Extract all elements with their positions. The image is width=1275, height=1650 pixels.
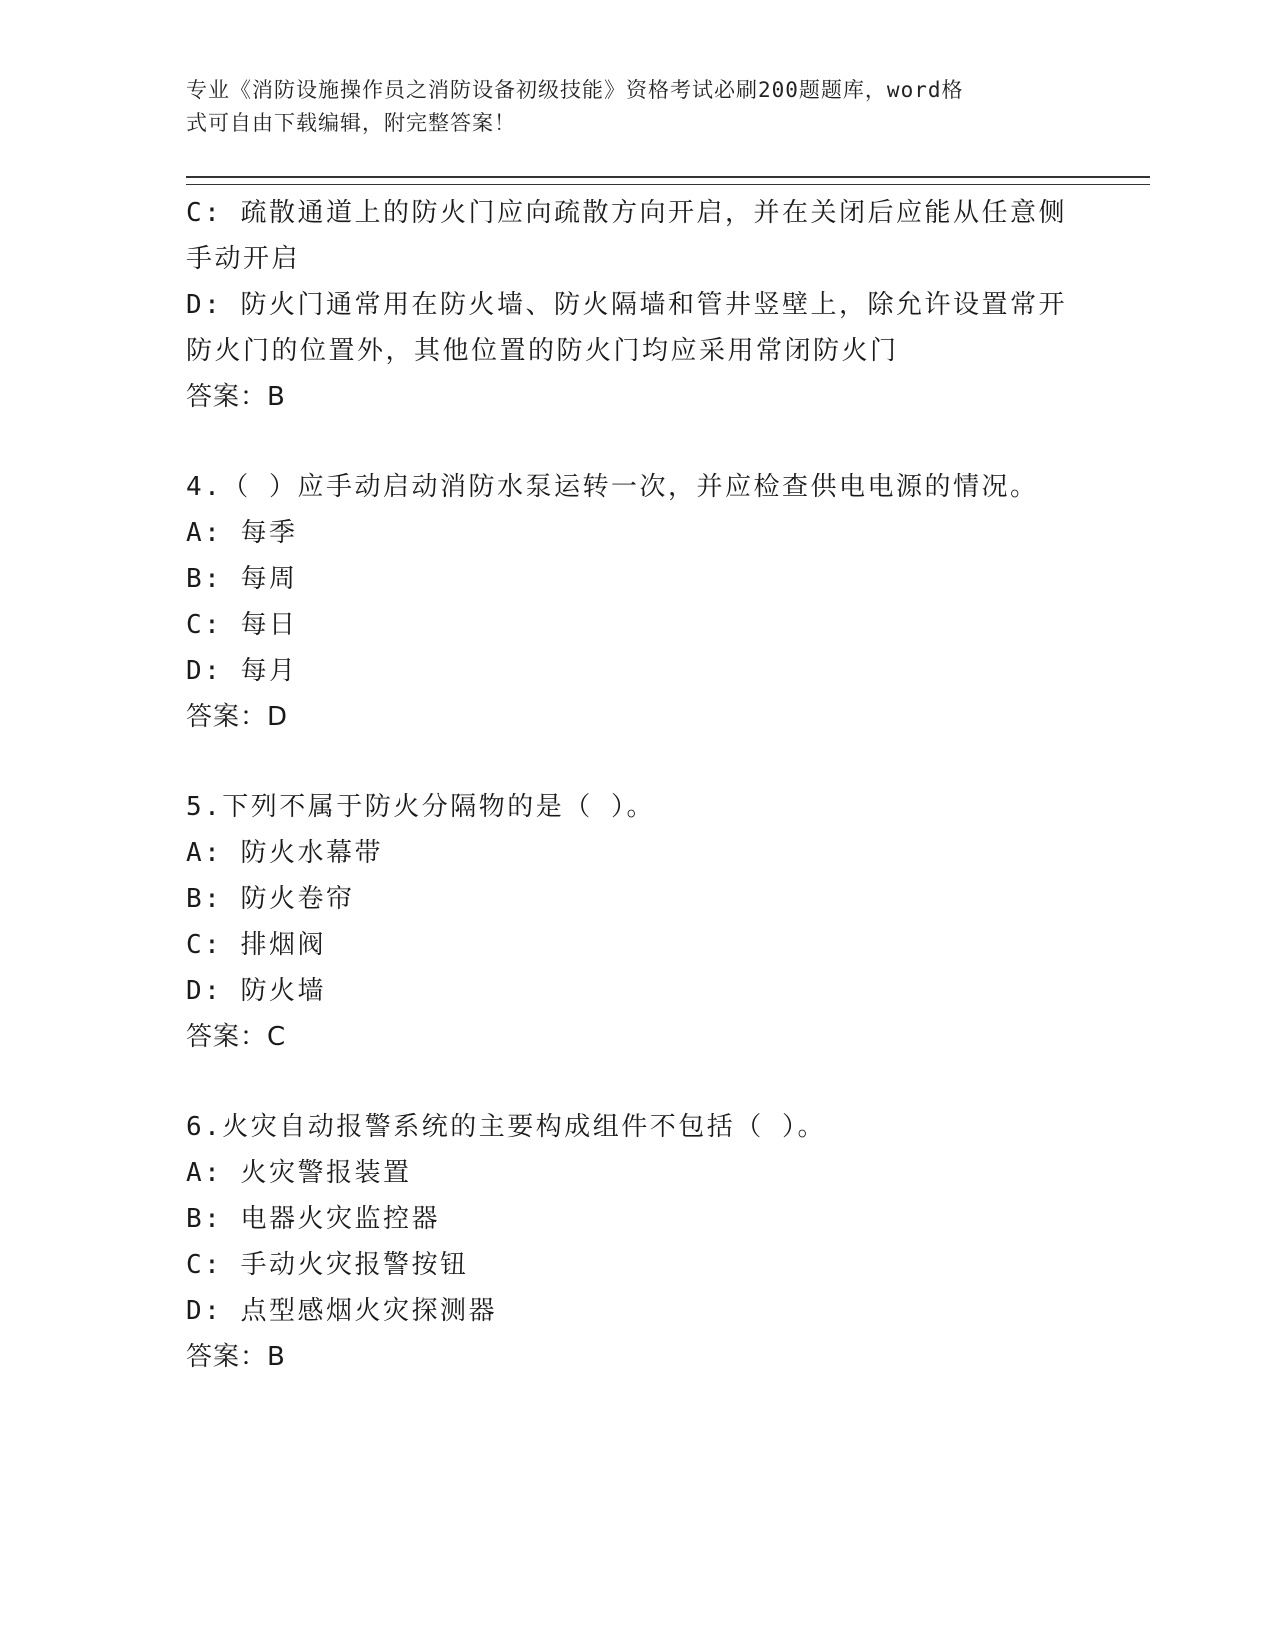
option-b: B: 电器火灾监控器 — [186, 1204, 440, 1234]
option-a: A: 火灾警报装置 — [186, 1158, 412, 1188]
header-title-line-2: 式可自由下载编辑，附完整答案！ — [186, 111, 516, 135]
answer-line: 答案：B — [186, 382, 286, 412]
answer-line: 答案：D — [186, 702, 289, 732]
question-stem: 4.（ ）应手动启动消防水泵运转一次，并应检查供电电源的情况。 — [186, 472, 1039, 502]
spacer — [186, 1060, 1086, 1104]
question-stem: 5.下列不属于防火分隔物的是（ ）。 — [186, 792, 655, 822]
option-d: D: 防火墙 — [186, 976, 326, 1006]
question-4 — [186, 464, 1086, 740]
answer-line: 答案：B — [186, 1342, 286, 1372]
header-divider — [186, 176, 1150, 185]
question-6 — [186, 1104, 1086, 1380]
option-d: D: 点型感烟火灾探测器 — [186, 1296, 497, 1326]
option-b: B: 每周 — [186, 564, 298, 594]
spacer — [186, 740, 1086, 784]
page-header — [186, 74, 1066, 140]
question-5 — [186, 784, 1086, 1060]
option-a: A: 防火水幕带 — [186, 838, 383, 868]
answer-line: 答案：C — [186, 1022, 287, 1052]
option-a: A: 每季 — [186, 518, 298, 548]
option-d: D: 每月 — [186, 656, 298, 686]
question-content — [186, 190, 1086, 1380]
option-c: C: 手动火灾报警按钮 — [186, 1250, 469, 1280]
option-c: C: 排烟阀 — [186, 930, 326, 960]
option-c: C: 每日 — [186, 610, 298, 640]
question-3-tail — [186, 190, 1086, 420]
header-title-line-1: 专业《消防设施操作员之消防设备初级技能》资格考试必刷200题题库，word格 — [186, 78, 964, 102]
question-stem: 6.火灾自动报警系统的主要构成组件不包括（ ）。 — [186, 1112, 826, 1142]
option-b: B: 防火卷帘 — [186, 884, 355, 914]
option-d-line-2: 防火门的位置外，其他位置的防火门均应采用常闭防火门 — [186, 336, 899, 366]
option-d-line-1: D: 防火门通常用在防火墙、防火隔墙和管井竖壁上，除允许设置常开 — [186, 290, 1067, 320]
option-c-line-1: C: 疏散通道上的防火门应向疏散方向开启，并在关闭后应能从任意侧 — [186, 198, 1067, 228]
spacer — [186, 420, 1086, 464]
option-c-line-2: 手动开启 — [186, 244, 301, 274]
